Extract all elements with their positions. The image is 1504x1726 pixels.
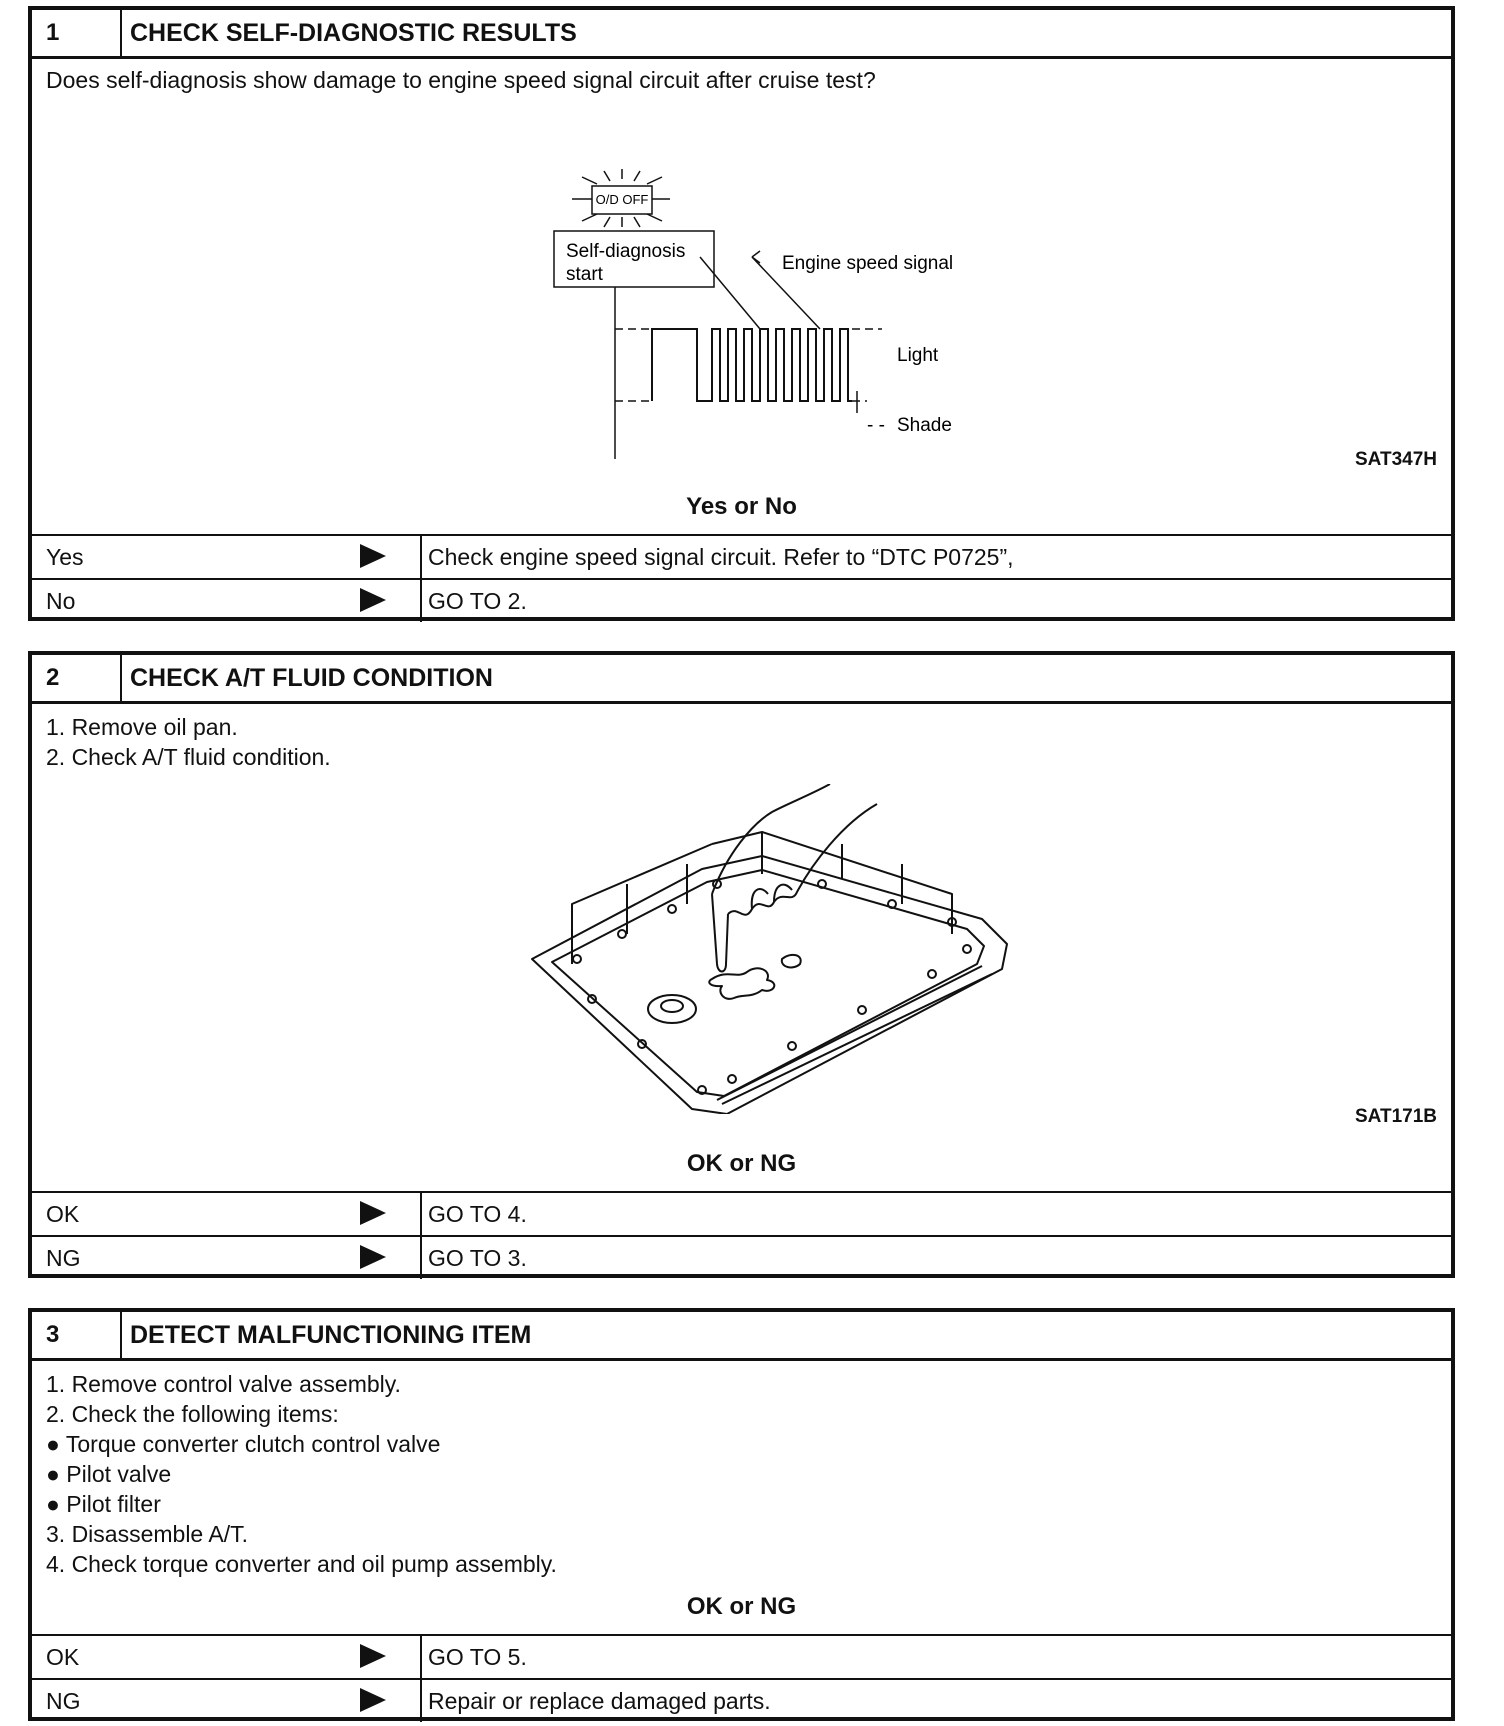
step-1-header bbox=[32, 10, 1451, 59]
result-label: No bbox=[46, 587, 76, 614]
result-label: OK bbox=[46, 1643, 80, 1670]
list-item: 4. Check torque converter and oil pump assembly. bbox=[46, 1551, 557, 1577]
step-title: CHECK SELF-DIAGNOSTIC RESULTS bbox=[130, 18, 577, 47]
list-item: ● Pilot filter bbox=[46, 1491, 161, 1517]
step-3-body bbox=[32, 1361, 1451, 1636]
result-label: NG bbox=[46, 1244, 81, 1271]
step-number: 3 bbox=[32, 1312, 122, 1358]
result-action: Repair or replace damaged parts. bbox=[428, 1687, 771, 1714]
lamp-label: O/D OFF bbox=[595, 192, 649, 207]
shade-label-text: Shade bbox=[897, 415, 952, 436]
list-item: 3. Disassemble A/T. bbox=[46, 1521, 248, 1547]
result-label: NG bbox=[46, 1687, 81, 1714]
result-row-ng bbox=[32, 1678, 1451, 1722]
result-action: GO TO 4. bbox=[428, 1200, 527, 1227]
result-action: Check engine speed signal circuit. Refer to “DTC P0725”, bbox=[428, 543, 1014, 570]
figure-code: SAT171B bbox=[1354, 1106, 1437, 1127]
verdict-label: OK or NG bbox=[686, 1150, 797, 1177]
result-row-ng bbox=[32, 1235, 1451, 1279]
step-2-body bbox=[32, 704, 1451, 1193]
list-item: 2. Check the following items: bbox=[46, 1401, 339, 1427]
result-action: GO TO 5. bbox=[428, 1643, 527, 1670]
verdict-label: Yes or No bbox=[686, 493, 797, 520]
arrow-right-icon bbox=[360, 1201, 386, 1225]
step-3-header bbox=[32, 1312, 1451, 1361]
list-item: 2. Check A/T fluid condition. bbox=[46, 744, 331, 770]
step-2-header bbox=[32, 655, 1451, 704]
step-title: DETECT MALFUNCTIONING ITEM bbox=[130, 1320, 532, 1349]
step-title: CHECK A/T FLUID CONDITION bbox=[130, 663, 493, 692]
list-item: 1. Remove oil pan. bbox=[46, 714, 238, 740]
step-list bbox=[46, 712, 331, 772]
signal-label: Engine speed signal bbox=[782, 253, 954, 274]
step-number: 2 bbox=[32, 655, 122, 701]
question-text: Does self-diagnosis show damage to engine speed signal circuit after cruise test? bbox=[46, 67, 876, 93]
result-row-ok bbox=[32, 1193, 1451, 1235]
start-label: Self-diagnosis bbox=[566, 241, 686, 262]
step-number: 1 bbox=[32, 10, 122, 56]
result-row-no bbox=[32, 578, 1451, 622]
arrow-right-icon bbox=[360, 588, 386, 612]
step-1-body bbox=[32, 59, 1451, 536]
arrow-right-icon bbox=[360, 1644, 386, 1668]
light-label: Light bbox=[897, 345, 939, 366]
shade-label: - - bbox=[867, 415, 885, 436]
list-item: 1. Remove control valve assembly. bbox=[46, 1371, 401, 1397]
result-action: GO TO 3. bbox=[428, 1244, 527, 1271]
result-row-yes bbox=[32, 536, 1451, 578]
result-row-ok bbox=[32, 1636, 1451, 1678]
start-label-2: start bbox=[566, 264, 603, 285]
verdict-label: OK or NG bbox=[686, 1593, 797, 1620]
self-diagnosis-signal-diagram bbox=[552, 129, 992, 459]
result-label: OK bbox=[46, 1200, 80, 1227]
step-list bbox=[46, 1369, 557, 1579]
step-3-box bbox=[28, 1308, 1455, 1721]
step-1-box bbox=[28, 6, 1455, 621]
arrow-right-icon bbox=[360, 1245, 386, 1269]
arrow-right-icon bbox=[360, 1688, 386, 1712]
list-item: ● Pilot valve bbox=[46, 1461, 172, 1487]
step-2-box bbox=[28, 651, 1455, 1278]
list-item: ● Torque converter clutch control valve bbox=[46, 1431, 441, 1457]
arrow-right-icon bbox=[360, 544, 386, 568]
oil-pan-illustration bbox=[512, 784, 1032, 1114]
result-action: GO TO 2. bbox=[428, 587, 527, 614]
result-label: Yes bbox=[46, 543, 84, 570]
figure-code: SAT347H bbox=[1354, 449, 1437, 470]
